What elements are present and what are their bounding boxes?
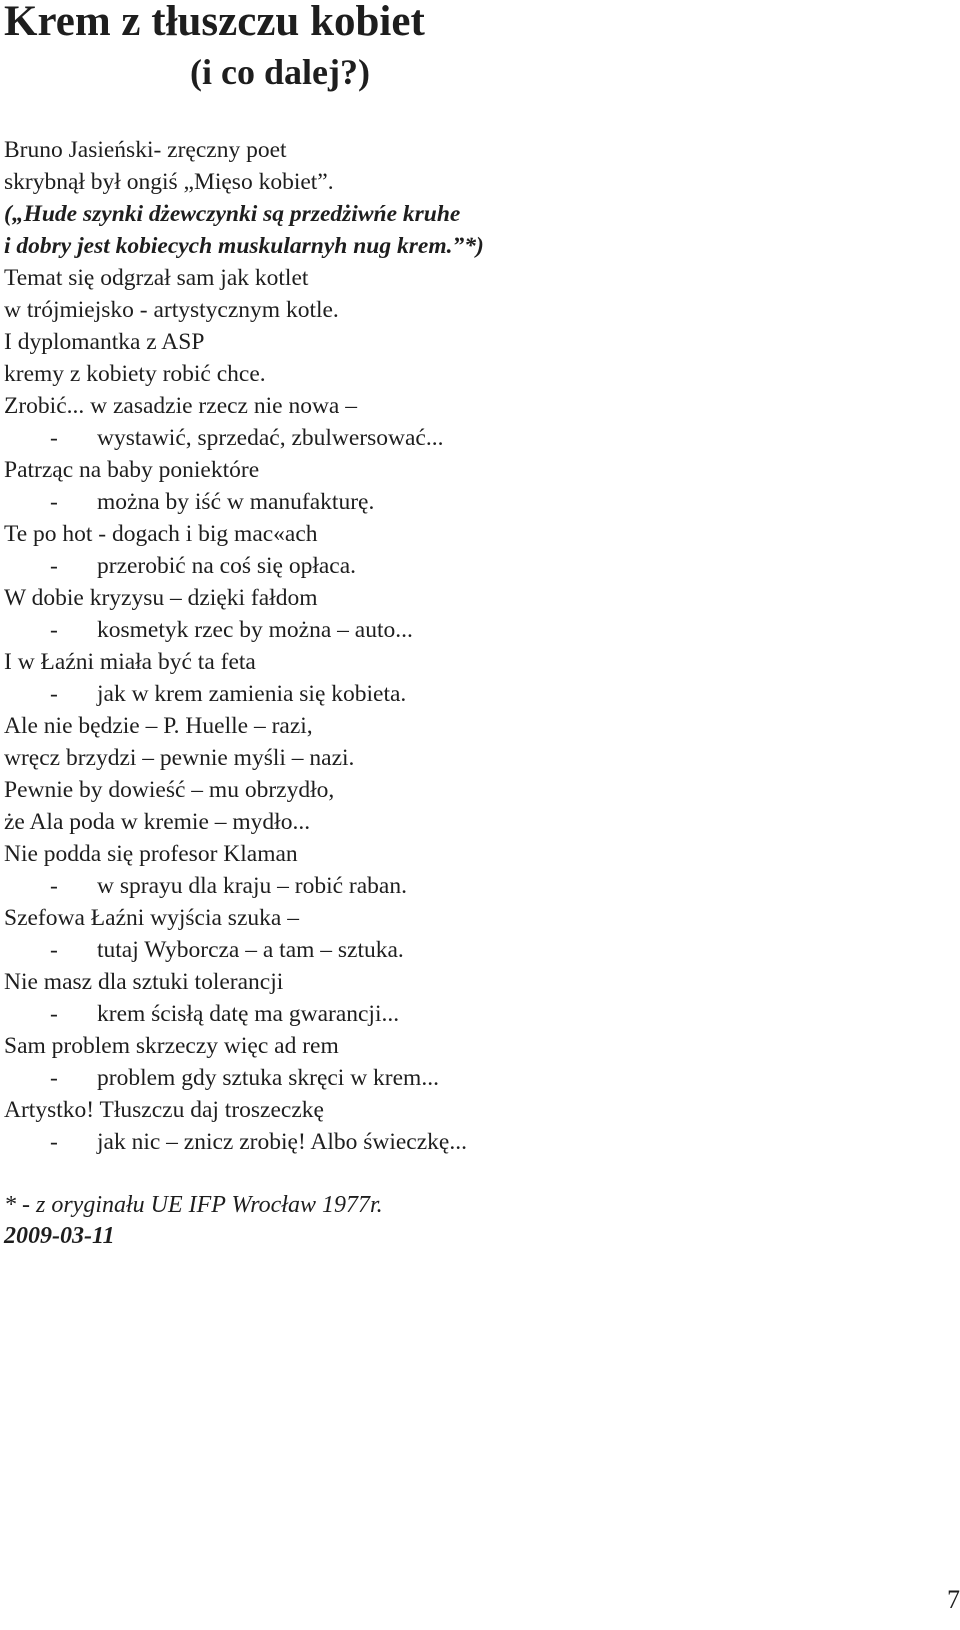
poem-line-text: krem ścisłą datę ma gwarancji... [97,1001,400,1027]
poem-line: Temat się odgrzał sam jak kotlet [4,265,309,291]
poem-line: Bruno Jasieński- zręczny poet [4,137,287,163]
line-dash: - [50,489,58,515]
poem-line: Ale nie będzie – P. Huelle – razi, [4,713,313,739]
poem-line [0,870,940,902]
poem-line: Artystko! Tłuszczu daj troszeczkę [4,1097,324,1123]
poem-line-text: w sprayu dla kraju – robić raban. [97,873,407,899]
poem-line: skrybnął był ongiś „Mięso kobiet”. [4,169,334,195]
line-dash: - [50,617,58,643]
poem-line: że Ala poda w kremie – mydło... [4,809,311,835]
poem-line [0,934,940,966]
poem-line: Szefowa Łaźni wyjścia szuka – [4,905,299,931]
poem-line: w trójmiejsko - artystycznym kotle. [4,297,339,323]
poem-title: Krem z tłuszczu kobiet [4,0,425,45]
poem-line-text: przerobić na coś się opłaca. [97,553,357,579]
poem-line [0,678,940,710]
poem-line: Patrząc na baby poniektóre [4,457,260,483]
line-dash: - [50,937,58,963]
poem-line: Sam problem skrzeczy więc ad rem [4,1033,339,1059]
poem-line-text: wystawić, sprzedać, zbulwersować... [97,425,444,451]
poem-line [0,486,940,518]
poem-line: I dyplomantka z ASP [4,329,205,355]
line-dash: - [50,1001,58,1027]
poem-line: I w Łaźni miała być ta feta [4,649,256,675]
line-dash: - [50,1129,58,1155]
poem-line: („Hude szynki dżewczynki są przedżiwńe kruhe [4,201,461,227]
poem-line-text: jak nic – znicz zrobię! Albo świeczkę... [97,1129,467,1155]
line-dash: - [50,425,58,451]
poem-line: Te po hot - dogach i big mac«ach [4,521,318,547]
footnote: * - z oryginału UE IFP Wrocław 1977r. [4,1192,383,1218]
poem-line-text: kosmetyk rzec by można – auto... [97,617,413,643]
line-dash: - [50,553,58,579]
poem-line: Nie masz dla sztuki tolerancji [4,969,284,995]
poem-line-text: jak w krem zamienia się kobieta. [97,681,407,707]
line-dash: - [50,1065,58,1091]
poem-line: W dobie kryzysu – dzięki fałdom [4,585,318,611]
poem-line [0,1062,940,1094]
poem-date: 2009-03-11 [4,1223,115,1249]
poem-line-text: tutaj Wyborcza – a tam – sztuka. [97,937,404,963]
poem-line: Zrobić... w zasadzie rzecz nie nowa – [4,393,357,419]
poem-body [0,134,940,1158]
poem-line-text: problem gdy sztuka skręci w krem... [97,1065,439,1091]
poem-line [0,422,940,454]
poem-line [0,614,940,646]
poem-line [0,998,940,1030]
poem-line: Nie podda się profesor Klaman [4,841,298,867]
poem-line: i dobry jest kobiecych muskularnyh nug krem.”*) [4,233,484,259]
line-dash: - [50,681,58,707]
poem-line: wręcz brzydzi – pewnie myśli – nazi. [4,745,355,771]
page-number: 7 [947,1585,960,1614]
line-dash: - [50,873,58,899]
poem-line [0,1126,940,1158]
poem-line [0,550,940,582]
poem-subtitle: (i co dalej?) [190,52,370,92]
poem-line-text: można by iść w manufakturę. [97,489,375,515]
poem-line: Pewnie by dowieść – mu obrzydło, [4,777,335,803]
poem-line: kremy z kobiety robić chce. [4,361,266,387]
